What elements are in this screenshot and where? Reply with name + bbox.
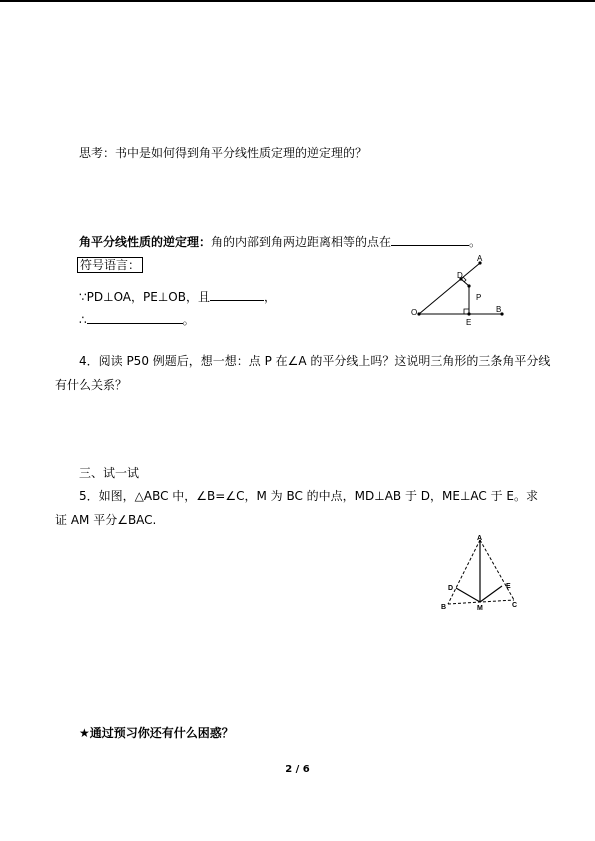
label-C2: C: [512, 602, 518, 609]
isosceles-triangle-figure: [440, 532, 530, 617]
question-4-line2: 有什么关系？: [55, 378, 128, 392]
section-3-heading: 三、试一试: [79, 466, 140, 480]
converse-theorem: [79, 233, 481, 250]
point-O: [417, 312, 420, 315]
angle-bisector-figure: [405, 252, 515, 332]
question-4-line1: 4．阅读 P50 例题后，想一想：点 P 在∠A 的平分线上吗？这说明三角形的三条角平分线: [79, 354, 551, 368]
confusion-prompt: ★通过预习你还有什么困惑？: [79, 726, 234, 740]
question-5-line2: 证 AM 平分∠BAC.: [55, 513, 157, 527]
converse-end: 。: [469, 235, 482, 249]
question-5-line1: 5．如图，△ABC 中，∠B=∠C，M 为 BC 的中点，MD⊥AB 于 D，ME⊥AC 于 E。求: [79, 489, 539, 503]
because-text: ∵PD⊥OA，PE⊥OB，且: [79, 290, 210, 304]
segment-MD: [456, 588, 480, 602]
label-O: O: [411, 308, 418, 317]
think-question: 思考：书中是如何得到角平分线性质定理的逆定理的？: [79, 146, 368, 160]
because-blank[interactable]: [210, 288, 264, 301]
point-E: [467, 312, 470, 315]
label-B: B: [496, 305, 502, 314]
label-B2: B: [441, 604, 447, 611]
label-M2: M: [477, 605, 483, 612]
label-A2: A: [477, 535, 483, 542]
label-A: A: [477, 254, 483, 263]
because-line: [79, 288, 276, 305]
label-E2: E: [506, 583, 511, 590]
side-AB: [448, 540, 480, 604]
symbol-language-box: [77, 257, 143, 273]
side-AC: [480, 540, 514, 600]
therefore-end: 。: [182, 313, 195, 327]
because-end: ，: [263, 290, 276, 304]
converse-theorem-title: 角平分线性质的逆定理：: [79, 235, 212, 249]
converse-blank[interactable]: [391, 233, 469, 246]
therefore-blank[interactable]: [87, 311, 183, 324]
therefore-line: [79, 311, 195, 328]
ray-OA: [419, 263, 480, 314]
page-number: 2 / 6: [285, 764, 310, 775]
therefore-symbol: ∴: [79, 313, 87, 327]
segment-ME: [480, 586, 502, 602]
label-D: D: [457, 271, 463, 280]
point-P: [467, 284, 470, 287]
label-P: P: [476, 293, 482, 302]
symbol-language-label: 符号语言：: [77, 257, 143, 273]
page-top-border: [0, 0, 595, 2]
label-E: E: [466, 318, 472, 327]
label-D2: D: [448, 585, 454, 592]
converse-theorem-body: 角的内部到角两边距离相等的点在: [211, 235, 392, 249]
